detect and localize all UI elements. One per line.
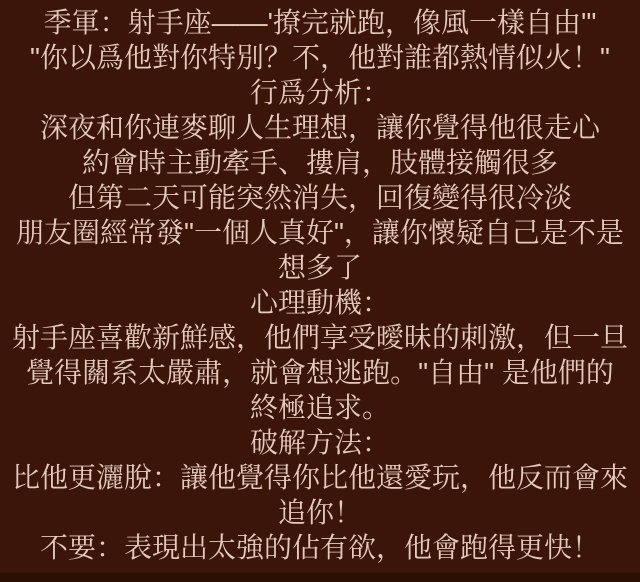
section-heading-psych-motive: 心理動機：	[249, 287, 390, 318]
text-line: 想多了	[277, 252, 362, 283]
text-line: 季軍：射手座——'撩完就跑，像風一樣自由'"	[43, 7, 597, 38]
text-line: 深夜和你連麥聊人生理想，讓你覺得他很走心	[39, 112, 600, 143]
text-line: 終極追求。	[249, 392, 390, 423]
text-line: "你以爲他對你特別？不，他對誰都熱情似火！"	[30, 42, 610, 73]
text-line: 朋友圈經常發"一個人真好"，讓你懷疑自己是不是	[16, 217, 624, 248]
text-line: 覺得關系太嚴肅，就會想逃跑。"自由" 是他們的	[26, 357, 614, 388]
text-line: 射手座喜歡新鮮感，他們享受曖昧的刺激，但一旦	[11, 322, 628, 353]
text-line: 但第二天可能突然消失，回復變得很冷淡	[67, 182, 572, 213]
section-heading-solution: 破解方法：	[249, 427, 390, 458]
bottom-edge-bar	[0, 573, 640, 582]
text-line: 不要：表現出太強的佔有欲，他會跑得更快！	[39, 532, 600, 563]
text-line: 追你！	[277, 497, 362, 528]
section-heading-behavior-analysis: 行爲分析：	[249, 77, 390, 108]
text-line: 比他更灑脫：讓他覺得你比他還愛玩，他反而會來	[11, 462, 628, 493]
text-line: 約會時主動牽手、摟肩，肢體接觸很多	[81, 147, 558, 178]
